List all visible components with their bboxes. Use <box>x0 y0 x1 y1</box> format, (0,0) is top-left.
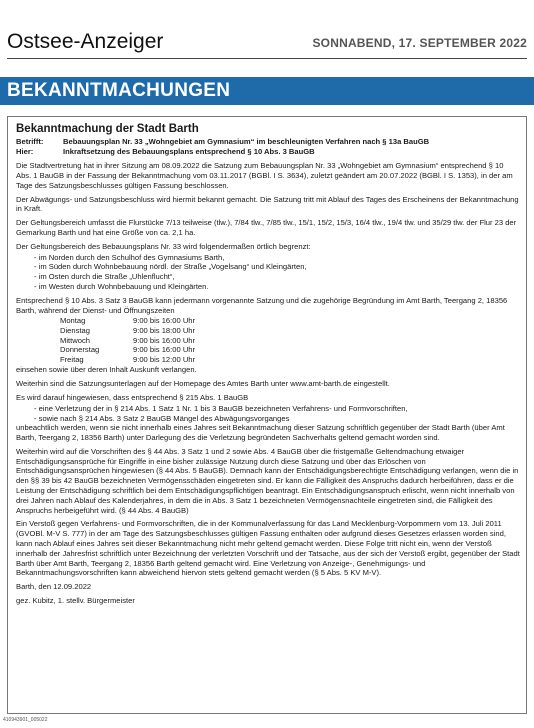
boundaries-list <box>16 253 520 292</box>
section-title: BEKANNTMACHUNGEN <box>7 80 231 101</box>
paragraph-compensation: Weiterhin wird auf die Vorschriften des § 44 Abs. 3 Satz 1 und 2 sowie Abs. 4 BauGB über die fristgemäße Geltendmachung etwaiger Entschädigungsansprüche für Eingriffe in eine bisher zulässige Nutzung durch diese Satzung und über das Erlöschen von Entschädigungsansprüchen hingewiesen (§ 44 Abs. 5 BauGB). Demnach kann der Entschädigungsberechtigte Entschädigung verlangen, wenn die in den §§ 39 bis 42 BauGB bezeichneten Vermögensschäden eingetreten sind. Er kann die Fälligkeit des Anspruchs dadurch herbeiführen, dass er die Leistung der Entschädigung schriftlich bei dem Entschädigungspflichtigen beantragt. Ein Entschädigungsanspruch erlischt, wenn nicht innerhalb von drei Jahren nach Ablauf des Kalenderjahres, in dem die in Abs. 3 Satz 1 bezeichneten Vermögensnachteile eingetreten sind, die Fälligkeit des Anspruchs herbeigeführt wird. (§ 44 Abs. 4 BauGB) <box>16 446 519 515</box>
day-cell: Donnerstag <box>60 345 100 355</box>
notice-title: Bekanntmachung der Stadt Barth <box>16 123 199 135</box>
time-cell: 9:00 bis 18:00 Uhr <box>133 325 196 335</box>
list-item: - eine Verletzung der in § 214 Abs. 1 Satz 1 Nr. 1 bis 3 BauGB bezeichneten Verfahrens- und Formvorschriften, <box>34 404 520 414</box>
paragraph-announcement: Der Abwägungs- und Satzungsbeschluss wird hiermit bekannt gemacht. Die Satzung tritt mit Ablauf des Tages des Erscheinens der Bekanntmachung in Kraft. <box>16 194 519 214</box>
paragraph-scope: Der Geltungsbereich umfasst die Flurstücke 7/13 teilweise (tlw.), 7/84 tlw., 7/85 tlw., 15/1, 15/2, 15/3, 16/4 tlw., 19/4 tlw. und 35/29 tlw. der Flur 23 der Gemarkung Barth und hat eine Größe von ca. 2,1 ha. <box>16 218 517 237</box>
day-cell: Freitag <box>60 354 84 364</box>
time-cell: 9:00 bis 16:00 Uhr <box>133 316 196 326</box>
paragraph-215-effect: unbeachtlich werden, wenn sie nicht innerhalb eines Jahres seit Bekanntmachung dieser Satzung schriftlich gegenüber der Stadt Barth (über Amt Barth, Teergang 2, 18356 Barth) unter Darlegung des die Verletzung begründeten Sachverhalts geltend gemacht worden sind. <box>16 423 505 443</box>
paragraph-resolution: Die Stadtvertretung hat in ihrer Sitzung am 08.09.2022 die Satzung zum Bebauungsplan Nr. 33 „Wohngebiet am Gymnasium“ entsprechend § 10 Abs. 1 BauGB in der Fassung der Bekanntmachung vom 03.11.2017 (BGBl. I S. 3634), zuletzt geändert am 20.07.2022 (BGBl. I S. 1353), in der am Tage des Satzungsbeschlusses gültigen Fassung beschlossen. <box>16 161 513 190</box>
notice-frame <box>7 116 527 714</box>
time-cell: 9:00 bis 16:00 Uhr <box>133 335 196 345</box>
here-label: Hier: <box>16 146 34 156</box>
ad-reference-code: 410943901_005022 <box>3 717 48 723</box>
table-row <box>60 316 195 326</box>
newspaper-title: Ostsee-Anzeiger <box>7 30 164 53</box>
paragraph-inspection-end: einsehen sowie über deren Inhalt Auskunft verlangen. <box>16 365 197 375</box>
list-item: - im Osten durch die Straße „Uhlenflucht“, <box>34 272 520 282</box>
signature: gez. Kubitz, 1. stellv. Bürgermeister <box>16 596 135 606</box>
subject-text: Bebauungsplan Nr. 33 „Wohngebiet am Gymnasium“ im beschleunigten Verfahren nach § 13a BauGB <box>63 137 430 146</box>
list-item: - im Norden durch den Schulhof des Gymnasiums Barth, <box>34 253 520 263</box>
list-item: - im Süden durch Wohnbebauung nördl. der Straße „Vogelsang“ und Kleingärten, <box>34 262 520 272</box>
day-cell: Dienstag <box>60 325 90 335</box>
list-item: - sowie nach § 214 Abs. 3 Satz 2 BauGB Mängel des Abwägungsvorganges <box>34 414 520 424</box>
table-row <box>60 326 195 336</box>
list-item: - im Westen durch Wohnbebauung und Kleingärten. <box>34 282 520 292</box>
masthead <box>7 22 527 59</box>
notice-content <box>16 122 520 610</box>
paragraph-municipal-law: Ein Verstoß gegen Verfahrens- und Formvorschriften, die in der Kommunalverfassung für das Land Mecklenburg-Vorpommern vom 13. Juli 2011 (GVOBl. M-V S. 777) in der am Tage des Satzungsbeschlusses gültigen Fassung enthalten oder aufgrund dieses Gesetzes erlassen worden sind, kann nach Ablauf eines Jahres seit dieser Bekanntmachung nicht mehr geltend gemacht werden. Diese Folge tritt nicht ein, wenn der Verstoß innerhalb der Jahresfrist schriftlich unter Bezeichnung der verletzten Vorschrift und der Tatsache, aus der sich der Verstoß ergibt, gegenüber der Stadt Barth über Amt Barth, Teergang 2, 18356 Barth geltend gemacht wird. Eine Verletzung von Anzeige-, Genehmigungs- und Bekanntmachungsvorschriften kann abweichend hiervon stets geltend gemacht werden (§ 5 Abs. 5 KV M-V). <box>16 519 520 578</box>
subject-row <box>16 137 520 147</box>
table-row <box>60 355 195 365</box>
violations-list <box>16 404 520 424</box>
day-cell: Montag <box>60 316 86 326</box>
table-row <box>60 336 195 346</box>
paragraph-inspection: Entsprechend § 10 Abs. 3 Satz 3 BauGB kann jedermann vorgenannte Satzung und die zugehörige Begründung im Amt Barth, Teergang 2, 18356 Barth, während der Dienst- und Öffnungszeiten <box>16 295 508 315</box>
table-row <box>60 345 195 355</box>
paragraph-homepage: Weiterhin sind die Satzungsunterlagen auf der Homepage des Amtes Barth unter www.amt-barth.de eingestellt. <box>16 379 390 389</box>
paragraph-boundaries-intro: Der Geltungsbereich des Bebauungsplans Nr. 33 wird folgendermaßen örtlich begrenzt: <box>16 241 311 251</box>
opening-hours-table <box>60 316 195 364</box>
day-cell: Mittwoch <box>60 335 90 345</box>
time-cell: 9:00 bis 12:00 Uhr <box>133 354 196 364</box>
time-cell: 9:00 bis 16:00 Uhr <box>133 345 196 355</box>
here-row <box>16 147 520 157</box>
place-date: Barth, den 12.09.2022 <box>16 582 92 592</box>
subject-label: Betrifft: <box>16 137 44 146</box>
paragraph-215-intro: Es wird darauf hingewiesen, dass entsprechend § 215 Abs. 1 BauGB <box>16 392 249 402</box>
issue-date: SONNABEND, 17. SEPTEMBER 2022 <box>312 36 527 50</box>
here-text: Inkraftsetzung des Bebauungsplans entsprechend § 10 Abs. 3 BauGB <box>63 146 315 156</box>
section-header-bar <box>0 77 534 105</box>
